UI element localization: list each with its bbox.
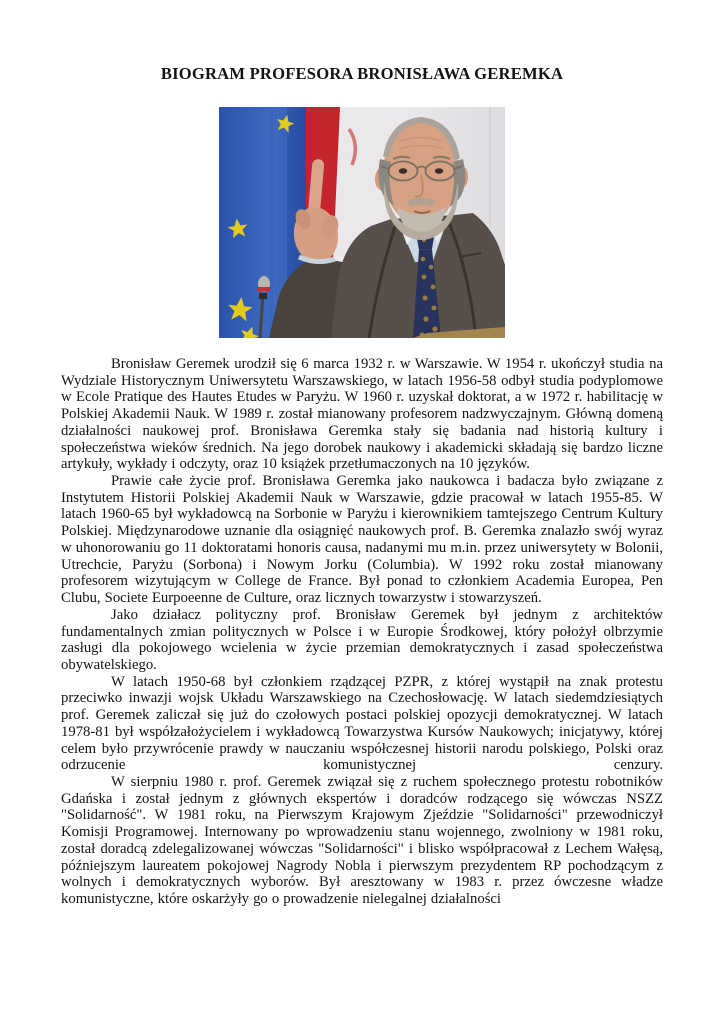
- geremek-photo: [219, 107, 505, 338]
- eye-left: [399, 168, 407, 174]
- biography-text: [61, 356, 663, 908]
- paragraph-1: Bronisław Geremek urodził się 6 marca 1932 r. w Warszawie. W 1954 r. ukończył studia na Wydziale Historycznym Uniwersytetu Warszawskiego, w latach 1956-58 odbył studia podyplomowe w Ecole Pratique des Hautes Etudes w Paryżu. W 1960 r. uzyskał doktorat, a w 1972 r. habilitację w Polskiej Akademii Nauk. W 1989 r. został mianowany profesorem nadzwyczajnym. Główną domeną działalności naukowej prof. Bronisława Geremka stały się badania nad historią kultury i społeczeństwa wieków średnich. Na jego dorobek naukowy i akademicki składają się bardzo liczne artykuły, wykłady i odczyty, oraz 10 książek przetłumaczonych na 10 języków.: [61, 356, 663, 473]
- paragraph-5: W sierpniu 1980 r. prof. Geremek związał się z ruchem społecznego protestu robotników Gdańska i został jednym z głównych ekspertów i doradców rodzącego się wówczas NSZZ "Solidarność". W 1981 roku, na Pierwszym Krajowym Zjeździe "Solidarności" przewodniczył Komisji Programowej. Internowany po wprowadzeniu stanu wojennego, zwolniony w 1981 roku, został doradcą zdelegalizowanej wówczas "Solidarności" i blisko współpracował z Lechem Wałęsą, późniejszym laureatem pokojowej Nagrody Nobla i pierwszym prezydentem RP pochodzącym z wolnych i demokratycznych wyborów. Był aresztowany w 1983 r. przez ówczesne władze komunistyczne, które oskarżyły go o prowadzenie nielegalnej działalności: [61, 773, 663, 907]
- document-title: BIOGRAM PROFESORA BRONISŁAWA GEREMKA: [160, 64, 564, 83]
- eye-right: [435, 168, 443, 174]
- geremek-photo-illustration: [219, 107, 505, 338]
- paragraph-3: Jako działacz polityczny prof. Bronisław Geremek był jednym z architektów fundamentalnych zmian politycznych w Polsce i w Europie Środkowej, który położył olbrzymie zasługi dla pokojowego wcielenia w życie przemian demokratycznych i zasad społeczeństwa obywatelskiego.: [61, 606, 663, 673]
- paragraph-2: Prawie całe życie prof. Bronisława Geremka jako naukowca i badacza było związane z Instytutem Historii Polskiej Akademii Nauk w Warszawie, gdzie pracował w latach 1955-85. W latach 1960-65 był wykładowcą na Sorbonie w Paryżu i kierownikiem tamtejszego Centrum Kultury Polskiej. Międzynarodowe uznanie dla osiągnięć naukowych prof. B. Geremka znalazło swój wyraz w uhonorowaniu go 11 doktoratami honoris causa, nadanymi mu m.in. przez uniwersytety w Bolonii, Utrechcie, Paryżu (Sorbona) i Nowym Jorku (Columbia). W 1992 roku został mianowany profesorem wizytującym w College de France. Był ponad to członkiem Academia Europea, Pen Clubu, Societe Eurpoeenne de Culture, oraz licznych towarzystw i stowarzyszeń.: [61, 473, 663, 607]
- paragraph-4: W latach 1950-68 był członkiem rządzącej PZPR, z której wystąpił na znak protestu przeciwko inwazji wojsk Układu Warszawskiego na Czechosłowację. W latach siedemdziesiątych prof. Geremek zaliczał się już do czołowych postaci polskiej opozycji demokratycznej. W latach 1978-81 był współzałożycielem i wykładowcą Towarzystwa Kursów Naukowych; inicjatywy, której celem było przywrócenie prawdy w nauczaniu współczesnej historii narodu polskiego, Polski oraz odrzucenie komunistycznej cenzury.: [61, 673, 663, 774]
